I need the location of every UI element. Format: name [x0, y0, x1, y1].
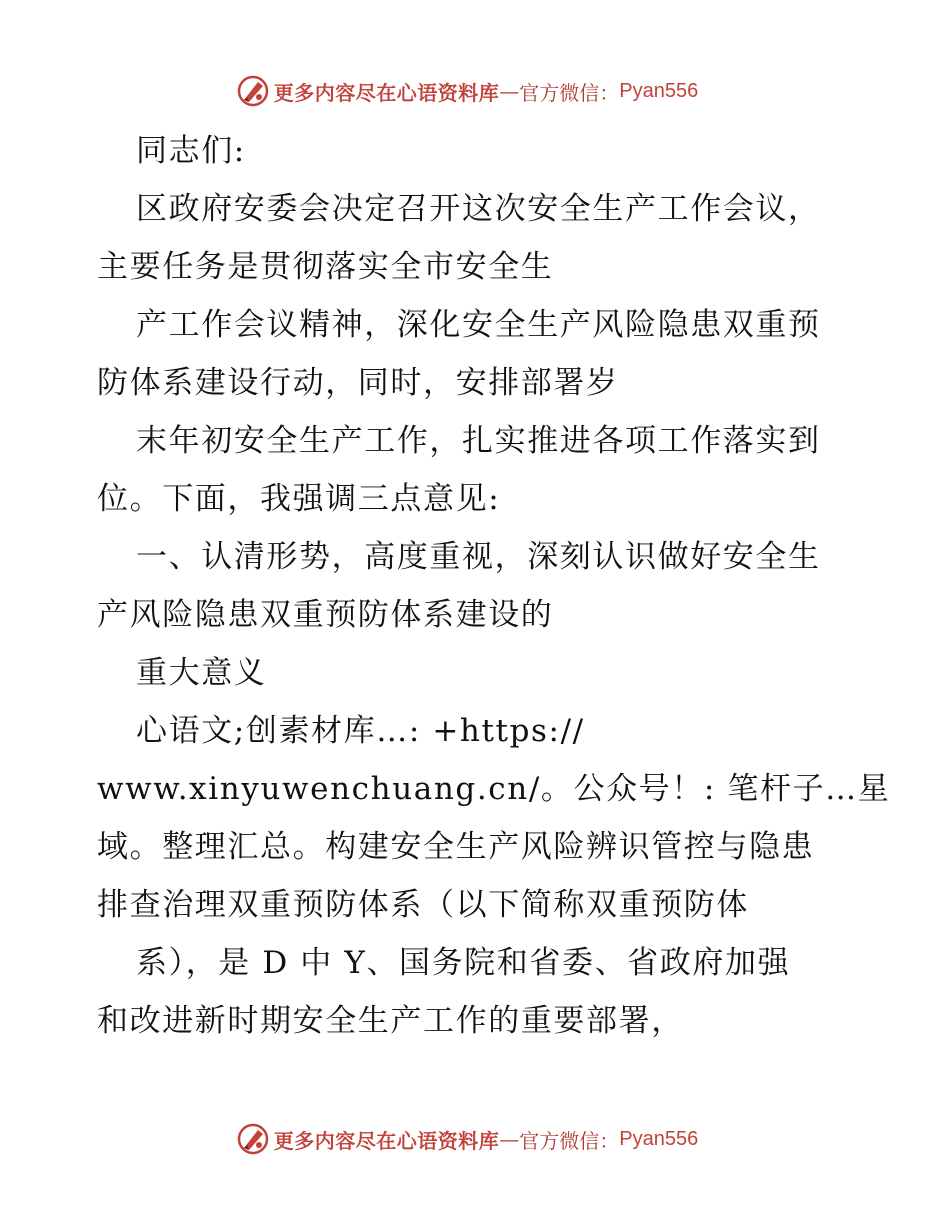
text-line: 区政府安委会决定召开这次安全生产工作会议， [136, 191, 821, 227]
watermark-dash: — [499, 1127, 520, 1151]
watermark-label: 官方微信： [519, 1128, 620, 1153]
text-line: 系），是 D 中 Y、国务院和省委、省政府加强 [136, 945, 791, 981]
pen-logo-icon [236, 1122, 270, 1156]
document-body [97, 122, 891, 1050]
section-heading-line: 产风险隐患双重预防体系建设的 [97, 597, 554, 633]
footer-watermark [0, 1119, 950, 1159]
watermark-dash: — [499, 79, 520, 103]
watermark-text: 更多内容尽在心语资料库 [273, 1128, 500, 1153]
text-line: www.xinyuwenchuang.cn/。公众号！: 笔杆子…星 [97, 771, 891, 807]
header-watermark [0, 71, 950, 111]
section-heading-line: 一、认清形势，高度重视，深刻认识做好安全生 [136, 539, 821, 575]
text-line: 心语文;创素材库…: +https:// [136, 713, 585, 749]
text-line: 位。下面，我强调三点意见: [97, 481, 501, 517]
pen-logo-icon [236, 74, 270, 108]
watermark-wechat-id: Pyan556 [619, 1127, 699, 1150]
watermark-wechat-id: Pyan556 [619, 79, 699, 102]
text-line: 域。整理汇总。构建安全生产风险辨识管控与隐患 [97, 829, 815, 865]
watermark-text: 更多内容尽在心语资料库 [273, 80, 500, 105]
watermark-label: 官方微信： [519, 80, 620, 105]
text-line: 排查治理双重预防体系（以下简称双重预防体 [97, 887, 749, 923]
text-line: 同志们: [136, 133, 246, 169]
text-line: 和改进新时期安全生产工作的重要部署， [97, 1003, 684, 1039]
text-line: 主要任务是贯彻落实全市安全生 [97, 249, 554, 285]
text-line: 末年初安全生产工作，扎实推进各项工作落实到 [136, 423, 821, 459]
text-line: 产工作会议精神，深化安全生产风险隐患双重预 [136, 307, 821, 343]
section-heading-line: 重大意义 [136, 655, 267, 691]
text-line: 防体系建设行动，同时，安排部署岁 [97, 365, 619, 401]
